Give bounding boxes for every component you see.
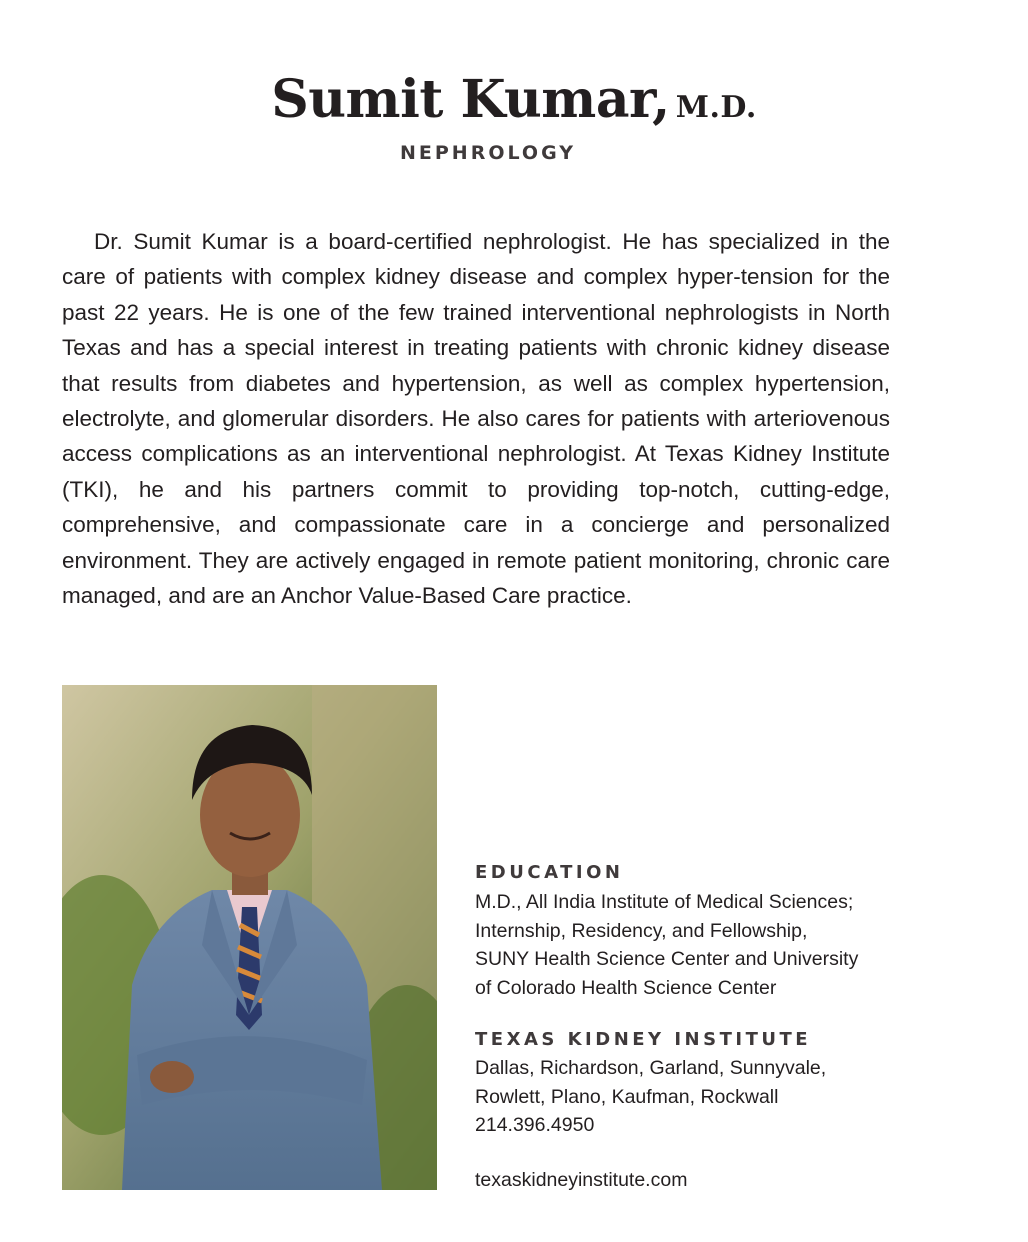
practice-heading: TEXAS KIDNEY INSTITUTE (475, 1029, 812, 1050)
practice-details (475, 1054, 915, 1140)
education-line: Internship, Residency, and Fellowship, (475, 919, 808, 942)
website-link[interactable]: texaskidneyinstitute.com (475, 1169, 688, 1191)
education-line: M.D., All India Institute of Medical Sciences; (475, 891, 854, 913)
credential: M.D. (675, 90, 757, 125)
biography-paragraph: Dr. Sumit Kumar is a board-certified nephrologist. He has specialized in the care of patients with complex kidney disease and complex hyper-tension for the past 22 years. He is one of the few trained interventional nephrologists in North Texas and has a special interest in treating patients with chronic kidney disease that results from diabetes and hypertension, as well as complex hypertension, electrolyte, and glomerular disorders. He also cares for patients with arteriovenous access complications as an interventional nephrologist. At Texas Kidney Institute (TKI), he and his partners commit to providing top-notch, cutting-edge, comprehensive, and compassionate care in a concierge and personalized environment. They are actively engaged in remote patient monitoring, chronic care managed, and are an Anchor Value-Based Care practice. (62, 229, 890, 609)
practice-locations-line: Dallas, Richardson, Garland, Sunnyvale, (475, 1057, 827, 1079)
header (0, 68, 1028, 132)
doctor-portrait-photo (62, 685, 437, 1190)
education-heading: EDUCATION (475, 862, 624, 883)
specialty-label: NEPHROLOGY (400, 142, 577, 164)
practice-phone: 214.396.4950 (475, 1114, 595, 1137)
education-line: of Colorado Health Science Center (475, 977, 777, 1000)
practice-locations-line: Rowlett, Plano, Kaufman, Rockwall (475, 1085, 779, 1108)
education-line: SUNY Health Science Center and University (475, 948, 859, 971)
education-details (475, 888, 915, 1003)
doctor-name: Sumit Kumar, (271, 69, 670, 130)
